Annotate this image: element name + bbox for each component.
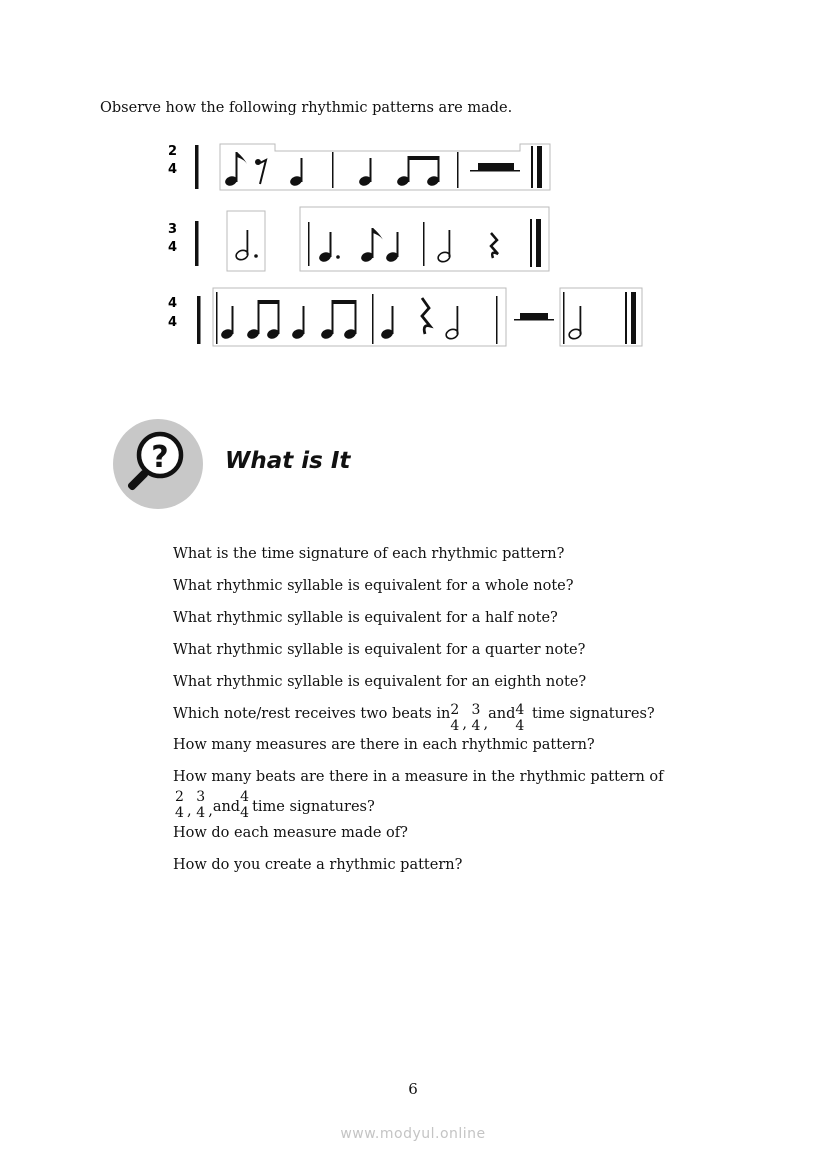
- barline: [457, 152, 459, 188]
- eighth-note-pair: [320, 300, 357, 340]
- question-item: What rhythmic syllable is equivalent for an eighth note?: [173, 674, 587, 690]
- eighth-rest: [255, 159, 266, 184]
- quarter-note: [220, 306, 234, 340]
- barline: [332, 152, 334, 188]
- rhythm-staff: [160, 206, 560, 276]
- final-barline-thin: [531, 146, 533, 188]
- fraction-3-4: 3 4: [196, 789, 206, 821]
- barline: [195, 145, 199, 189]
- half-note: [445, 306, 459, 340]
- barline: [372, 294, 374, 344]
- half-rest: [514, 313, 554, 321]
- barline: [216, 292, 218, 344]
- rhythm-staff: [160, 140, 560, 196]
- pattern-frame: [213, 288, 506, 346]
- quarter-note: [291, 306, 305, 340]
- rhythm-staff: [160, 286, 660, 348]
- quarter-rest: [422, 298, 430, 334]
- section-title: What is It: [225, 448, 351, 474]
- question-item: How many measures are there in each rhythmic pattern?: [173, 737, 595, 753]
- half-note: [437, 230, 451, 263]
- eighth-note-pair: [396, 156, 440, 187]
- question-item: How many beats are there in a measure in the rhythmic pattern of: [173, 769, 664, 785]
- eighth-note: [224, 152, 247, 187]
- question-item-continuation: 2 4 , 3 4 ,and 4 4 time signatures?: [175, 789, 375, 821]
- eighth-note-pair: [246, 300, 280, 340]
- rhythm-pattern-2-4: [160, 140, 560, 196]
- question-item: What rhythmic syllable is equivalent for a whole note?: [173, 578, 574, 594]
- question-item: What rhythmic syllable is equivalent for a half note?: [173, 610, 558, 626]
- fraction-3-4: 3 4: [471, 702, 481, 734]
- question-text: and: [212, 799, 241, 815]
- final-barline-thin: [625, 292, 627, 344]
- fraction-4-4: 4 4: [515, 702, 525, 734]
- quarter-note: [358, 158, 372, 187]
- question-item: How do each measure made of?: [173, 825, 408, 841]
- time-signature-bottom: 4: [168, 240, 178, 255]
- pattern-frame: [560, 288, 642, 346]
- quarter-note: [380, 306, 394, 340]
- time-signature-top: 4: [168, 296, 178, 311]
- barline: [496, 296, 498, 344]
- eighth-note: [360, 228, 383, 263]
- half-rest: [470, 163, 520, 172]
- watermark: www.modyul.online: [340, 1126, 486, 1142]
- barline: [197, 296, 201, 344]
- fraction-4-4: 4 4: [240, 789, 250, 821]
- question-text: time signatures?: [527, 706, 655, 722]
- time-signature-top: 2: [168, 144, 178, 159]
- magnifier-question-icon: [112, 418, 204, 510]
- final-barline-thick: [631, 292, 636, 344]
- pattern-frame: [227, 211, 265, 271]
- question-text: Which note/rest receives two beats in: [173, 706, 451, 722]
- barline: [195, 221, 199, 266]
- fraction-2-4: 2 4: [175, 789, 184, 821]
- time-signature-bottom: 4: [168, 315, 178, 330]
- question-text: and: [488, 706, 516, 722]
- section-header: [112, 418, 512, 510]
- time-signature-bottom: 4: [168, 162, 178, 177]
- question-text: time signatures?: [252, 799, 375, 815]
- question-list: [173, 544, 733, 887]
- fraction-2-4: 2 4: [450, 702, 460, 734]
- dotted-half-note: [235, 230, 258, 261]
- intro-text: Observe how the following rhythmic patterns are made.: [100, 100, 513, 116]
- page-number: 6: [408, 1080, 418, 1098]
- final-barline-thick: [537, 146, 542, 188]
- quarter-rest: [491, 233, 498, 258]
- dotted-quarter-note: [318, 232, 340, 263]
- rhythm-pattern-4-4: [160, 286, 660, 348]
- barline: [563, 292, 565, 344]
- barline: [423, 222, 425, 266]
- barline: [308, 222, 310, 266]
- final-barline-thick: [536, 219, 541, 267]
- svg-text:?: ?: [151, 440, 169, 475]
- question-item: What rhythmic syllable is equivalent for a quarter note?: [173, 642, 586, 658]
- question-item: What is the time signature of each rhythmic pattern?: [173, 546, 565, 562]
- quarter-note: [385, 232, 399, 263]
- quarter-note: [289, 158, 303, 187]
- question-item: How do you create a rhythmic pattern?: [173, 857, 463, 873]
- question-item: Which note/rest receives two beats in 2 4 , 3 4 ,and 4 4 time signatures?: [173, 702, 655, 734]
- time-signature-top: 3: [168, 222, 178, 237]
- final-barline-thin: [530, 219, 532, 267]
- half-note: [568, 306, 582, 340]
- rhythm-pattern-3-4: [160, 206, 560, 276]
